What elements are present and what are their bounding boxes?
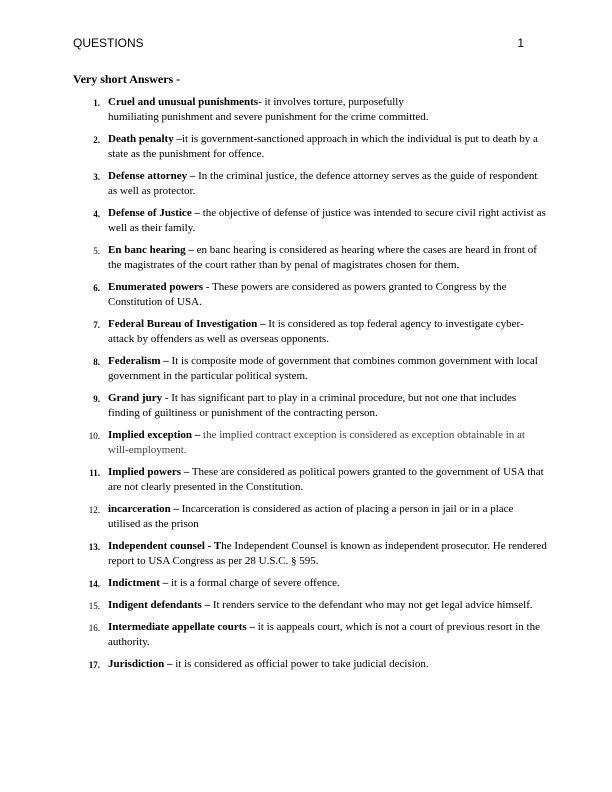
- item-term: Federalism –: [108, 355, 169, 367]
- item-definition: - it involves torture, purposefully: [258, 96, 404, 108]
- item-number: 8.: [93, 357, 100, 367]
- item-number: 12.: [88, 505, 100, 515]
- list-item: [0, 243, 612, 273]
- list-item: [0, 280, 612, 310]
- item-number: 15.: [88, 601, 100, 611]
- item-number: 3.: [93, 172, 100, 182]
- item-number: 6.: [93, 283, 100, 293]
- item-term: Intermediate appellate courts –: [108, 621, 255, 633]
- item-definition: it is government-sanctioned approach in which the individual is put to death by a state as the punishment for offence.: [108, 133, 538, 160]
- item-definition: the objective of defense of justice was intended to secure civil right activist as well as their family.: [108, 207, 546, 234]
- item-term: Defense attorney –: [108, 170, 196, 182]
- item-term: Death penalty –: [108, 133, 182, 145]
- section-title: Very short Answers -: [73, 72, 181, 86]
- item-number: 2.: [93, 135, 100, 145]
- list-item: [0, 391, 612, 421]
- item-term: incarceration –: [108, 503, 179, 515]
- item-definition: he Independent Counsel is known as independent prosecutor. He rendered report to USA Congress as per 28 U.S.C. § 595.: [108, 540, 547, 567]
- list-item: [0, 428, 612, 458]
- item-number: 4.: [93, 209, 100, 219]
- list-item: [0, 95, 612, 125]
- list-item: [0, 576, 612, 591]
- item-definition: it is considered as official power to take judicial decision.: [172, 658, 429, 670]
- item-definition: It is composite mode of government that combines common government with local government in the particular political system.: [108, 355, 538, 382]
- page-header: [73, 36, 524, 50]
- item-term: Jurisdiction –: [108, 658, 173, 670]
- item-number: 13.: [88, 542, 100, 552]
- item-term: En banc hearing –: [108, 244, 194, 256]
- list-item: [0, 206, 612, 236]
- list-item: [0, 465, 612, 495]
- item-definition: it is a formal charge of severe offence.: [168, 577, 340, 589]
- header-title: QUESTIONS: [73, 36, 144, 50]
- item-definition: - These powers are considered as powers granted to Congress by the Constitution of USA.: [108, 281, 507, 308]
- item-term: Enumerated powers: [108, 281, 204, 293]
- item-number: 1.: [93, 98, 100, 108]
- item-definition: - It has significant part to play in a criminal procedure, but not one that includes finding of guiltiness or punishment of the contracting person.: [108, 392, 517, 419]
- list-item: [0, 657, 612, 672]
- item-term: Implied exception –: [108, 429, 201, 441]
- item-definition-continued: humiliating punishment and severe punishment for the crime committed.: [108, 111, 429, 123]
- item-term: Indictment –: [108, 577, 169, 589]
- item-term: Cruel and unusual punishments: [108, 96, 259, 108]
- item-number: 17.: [88, 660, 100, 670]
- item-number: 7.: [93, 320, 100, 330]
- item-number: 11.: [89, 468, 100, 478]
- item-term: Implied powers –: [108, 466, 190, 478]
- list-item: [0, 620, 612, 650]
- item-term: Grand jury: [108, 392, 163, 404]
- item-number: 5.: [93, 246, 100, 256]
- item-definition: In the criminal justice, the defence attorney serves as the guide of respondent as well as protector.: [108, 170, 538, 197]
- item-number: 9.: [93, 394, 100, 404]
- item-term: Federal Bureau of Investigation –: [108, 318, 266, 330]
- item-definition: en banc hearing is considered as hearing where the cases are heard in front of the magistrates of the court rather than by penal of magistrates chosen for them.: [108, 244, 537, 271]
- item-definition: Incarceration is considered as action of placing a person in jail or in a place utilised as the prison: [108, 503, 514, 530]
- item-term: Independent counsel - T: [108, 540, 222, 552]
- item-definition: It renders service to the defendant who may not get legal advice himself.: [210, 599, 533, 611]
- item-number: 14.: [88, 579, 100, 589]
- list-item: [0, 539, 612, 569]
- item-definition: These are considered as political powers granted to the government of USA that are not clearly presented in the Constitution.: [108, 466, 544, 493]
- answer-list: [0, 95, 612, 679]
- list-item: [0, 598, 612, 613]
- item-term: Indigent defendants –: [108, 599, 211, 611]
- item-number: 16.: [88, 623, 100, 633]
- list-item: [0, 169, 612, 199]
- list-item: [0, 132, 612, 162]
- item-definition: the implied contract exception is considered as exception obtainable in at will-employment.: [108, 429, 525, 456]
- item-term: Defense of Justice –: [108, 207, 200, 219]
- item-number: 10.: [88, 431, 100, 441]
- list-item: [0, 502, 612, 532]
- list-item: [0, 317, 612, 347]
- list-item: [0, 354, 612, 384]
- item-definition: It is considered as top federal agency to investigate cyber-attack by offenders as well as overseas opponents.: [108, 318, 524, 345]
- page-number: 1: [517, 36, 524, 50]
- item-definition: it is aappeals court, which is not a court of previous resort in the authority.: [108, 621, 540, 648]
